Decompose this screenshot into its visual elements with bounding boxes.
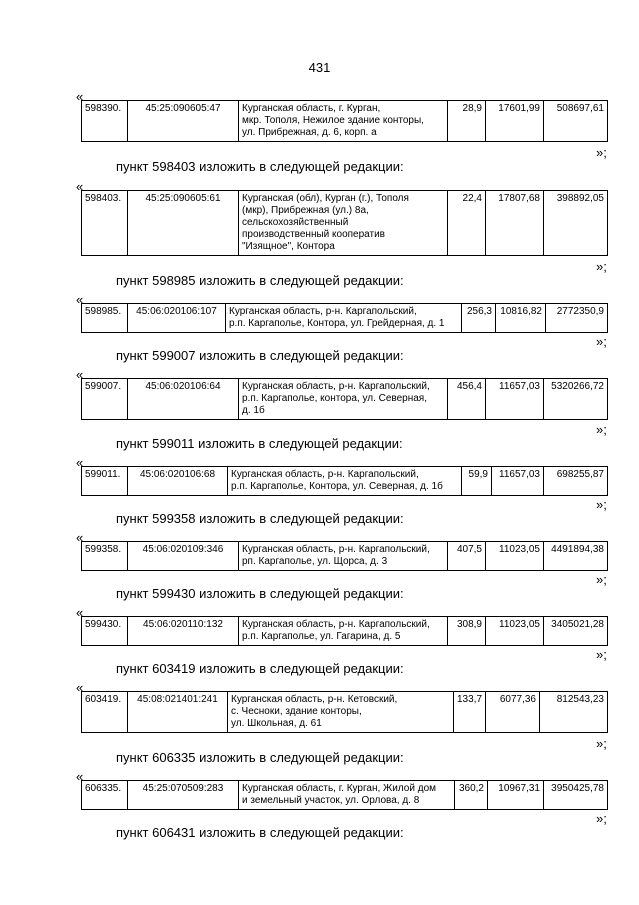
record-number: 598390. — [82, 101, 128, 142]
section-heading: пункт 606335 изложить в следующей редакции: — [116, 750, 404, 765]
rate-value: 6077,36 — [486, 692, 540, 733]
address-cell — [239, 101, 448, 142]
open-quote: « — [76, 605, 84, 620]
table-row — [82, 781, 608, 810]
table-row — [82, 101, 608, 142]
record-table — [81, 691, 608, 733]
close-quote: »; — [596, 572, 607, 587]
rate-value: 11657,03 — [492, 467, 544, 496]
table-row — [82, 467, 608, 496]
cadastral-value: 5320266,72 — [544, 379, 608, 420]
address-cell — [226, 304, 462, 333]
cadastral-value: 698255,87 — [544, 467, 608, 496]
close-quote: »; — [596, 647, 607, 662]
address-line: "Изящное", Контора — [242, 241, 335, 252]
cadastral-value: 3405021,28 — [544, 617, 608, 646]
address-cell — [228, 467, 462, 496]
address-line: р.п. Каргаполье, контора, ул. Северная, — [242, 393, 428, 404]
record-number: 603419. — [82, 692, 128, 733]
address-cell — [239, 379, 448, 420]
record-number: 599007. — [82, 379, 128, 420]
cadastral-value: 812543,23 — [540, 692, 608, 733]
address-line: Курганская область, р-н. Каргапольский, — [242, 381, 430, 392]
address-cell — [239, 781, 455, 810]
record-number: 599358. — [82, 542, 128, 571]
address-line: производственный кооператив — [242, 229, 385, 240]
close-quote: »; — [596, 145, 607, 160]
area-value: 59,9 — [462, 467, 492, 496]
address-line: Курганская область, р-н. Каргапольский, — [242, 544, 430, 555]
address-line: Курганская область, г. Курган, — [242, 103, 381, 114]
record-table — [81, 100, 608, 142]
rate-value: 11023,05 — [486, 542, 544, 571]
table-row — [82, 692, 608, 733]
section-heading: пункт 599358 изложить в следующей редакции: — [116, 511, 404, 526]
cadastral-number: 45:25:090605:61 — [128, 191, 239, 256]
record-table — [81, 616, 608, 646]
section-heading: пункт 598403 изложить в следующей редакции: — [116, 159, 404, 174]
record-number: 598403. — [82, 191, 128, 256]
close-quote: »; — [596, 259, 607, 274]
address-cell — [239, 617, 448, 646]
address-line: ул. Прибрежная, д. 6, корп. а — [242, 127, 377, 138]
rate-value: 10816,82 — [496, 304, 546, 333]
open-quote: « — [76, 680, 84, 695]
address-line: и земельный участок, ул. Орлова, д. 8 — [242, 795, 420, 806]
section-heading: пункт 598985 изложить в следующей редакции: — [116, 273, 404, 288]
table-row — [82, 191, 608, 256]
close-quote: »; — [596, 422, 607, 437]
cadastral-number: 45:25:070509:283 — [128, 781, 239, 810]
record-table — [81, 541, 608, 571]
address-line: (мкр), Прибрежная (ул.) 8а, — [242, 205, 369, 216]
cadastral-number: 45:06:020106:64 — [128, 379, 239, 420]
close-quote: »; — [596, 811, 607, 826]
area-value: 133,7 — [454, 692, 486, 733]
cadastral-number: 45:06:020110:132 — [128, 617, 239, 646]
address-line: мкр. Тополя, Нежилое здание конторы, — [242, 115, 424, 126]
address-line: р.п. Каргаполье, ул. Гагарина, д. 5 — [242, 631, 401, 642]
area-value: 256,3 — [462, 304, 496, 333]
section-heading: пункт 603419 изложить в следующей редакции: — [116, 661, 404, 676]
address-line: ул. Школьная, д. 61 — [231, 718, 322, 729]
address-line: Курганская область, р-н. Каргапольский, — [242, 619, 430, 630]
cadastral-number: 45:06:020106:107 — [128, 304, 226, 333]
address-line: Курганская область, р-н. Каргапольский, — [229, 306, 417, 317]
record-number: 599011. — [82, 467, 128, 496]
record-table — [81, 190, 608, 256]
open-quote: « — [76, 530, 84, 545]
table-row — [82, 379, 608, 420]
table-row — [82, 304, 608, 333]
cadastral-number: 45:08:021401:241 — [128, 692, 228, 733]
record-table — [81, 378, 608, 420]
area-value: 22,4 — [448, 191, 486, 256]
address-line: Курганская (обл), Курган (г.), Тополя — [242, 193, 409, 204]
open-quote: « — [76, 179, 84, 194]
record-table — [81, 780, 608, 810]
rate-value: 10967,31 — [488, 781, 544, 810]
section-heading: пункт 599007 изложить в следующей редакции: — [116, 348, 404, 363]
address-line: д. 1б — [242, 405, 265, 416]
rate-value: 17601,99 — [486, 101, 544, 142]
address-line: Курганская область, р-н. Каргапольский, — [231, 469, 419, 480]
area-value: 28,9 — [448, 101, 486, 142]
cadastral-number: 45:06:020106:68 — [128, 467, 228, 496]
address-line: сельскохозяйственный — [242, 217, 349, 228]
cadastral-value: 4491894,38 — [544, 542, 608, 571]
address-line: р.п. Каргаполье, Контора, ул. Грейдерная, д. 1 — [229, 318, 445, 329]
record-number: 599430. — [82, 617, 128, 646]
close-quote: »; — [596, 497, 607, 512]
section-heading: пункт 606431 изложить в следующей редакции: — [116, 825, 404, 840]
record-table — [81, 466, 608, 496]
area-value: 456,4 — [448, 379, 486, 420]
cadastral-value: 3950425,78 — [544, 781, 608, 810]
rate-value: 17807,68 — [486, 191, 544, 256]
cadastral-number: 45:25:090605:47 — [128, 101, 239, 142]
address-cell — [228, 692, 454, 733]
open-quote: « — [76, 455, 84, 470]
table-row — [82, 542, 608, 571]
open-quote: « — [76, 769, 84, 784]
open-quote: « — [76, 292, 84, 307]
section-heading: пункт 599011 изложить в следующей редакции: — [116, 436, 403, 451]
table-row — [82, 617, 608, 646]
address-line: Курганская область, р-н. Кетовский, — [231, 694, 398, 705]
open-quote: « — [76, 89, 84, 104]
open-quote: « — [76, 367, 84, 382]
address-line: с. Чесноки, здание конторы, — [231, 706, 362, 717]
record-number: 606335. — [82, 781, 128, 810]
area-value: 407,5 — [448, 542, 486, 571]
rate-value: 11657,03 — [486, 379, 544, 420]
close-quote: »; — [596, 334, 607, 349]
address-cell — [239, 191, 448, 256]
page-number: 431 — [308, 60, 331, 75]
record-number: 598985. — [82, 304, 128, 333]
address-line: рп. Каргаполье, ул. Щорса, д. 3 — [242, 556, 388, 567]
cadastral-value: 2772350,9 — [546, 304, 608, 333]
address-cell — [239, 542, 448, 571]
area-value: 308,9 — [448, 617, 486, 646]
record-table — [81, 303, 608, 333]
address-line: р.п. Каргаполье, Контора, ул. Северная, д. 1б — [231, 481, 443, 492]
rate-value: 11023,05 — [486, 617, 544, 646]
close-quote: »; — [596, 736, 607, 751]
section-heading: пункт 599430 изложить в следующей редакции: — [116, 586, 404, 601]
cadastral-value: 398892,05 — [544, 191, 608, 256]
cadastral-value: 508697,61 — [544, 101, 608, 142]
area-value: 360,2 — [455, 781, 488, 810]
cadastral-number: 45:06:020109:346 — [128, 542, 239, 571]
address-line: Курганская область, г. Курган, Жилой дом — [242, 783, 437, 794]
